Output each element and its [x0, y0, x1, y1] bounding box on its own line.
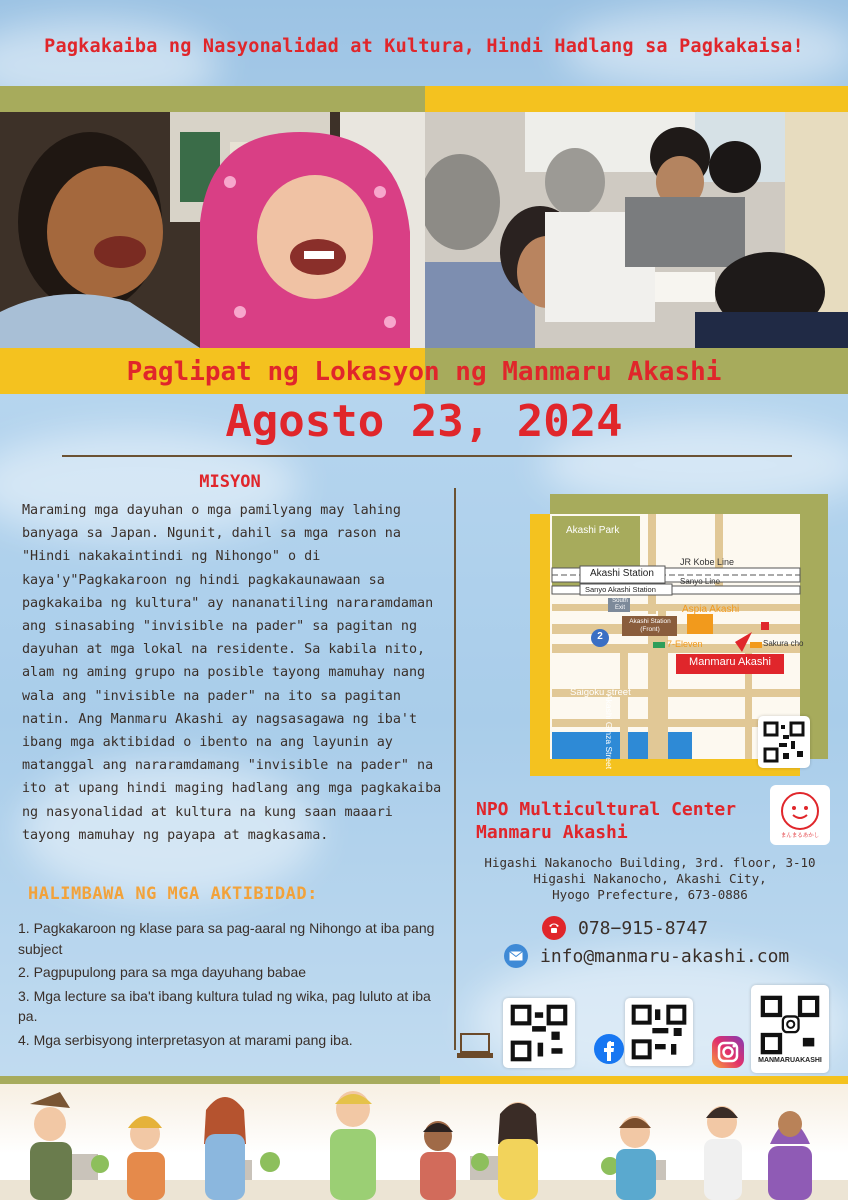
relocation-date: Agosto 23, 2024 [225, 396, 623, 447]
people-illustration [0, 1084, 848, 1200]
route-number: 2 [597, 631, 603, 642]
classroom-photo [425, 112, 848, 348]
facebook-qr-code[interactable] [625, 998, 693, 1066]
mission-body: Maraming mga dayuhan o mga pamilyang may lahing banyaga sa Japan. Ngunit, dahil sa mga rason na "Hindi nakakaintindi ng Nihongo" o di kaya'y"Pagkakaroon ng hindi pagkakaunawaan sa pagkakaiba ng kultura" ay nananatiling nararamdaman ang sinasabing "invisible na pader" sa pagitan ng dayuhan at mga lokal na residente. Sa kabila nito, alam ng aming grupo na posible tayong mamuhay nang wala ang "invisible na pader" na ito sa pagitan natin. Ang Manmaru Akashi ay nagsasagawa ng iba't ibang mga aktibidad o ibento na ang layunin ay matanggal ang nararamdamang "invisible na pader" na ito at upang hindi maging hadlang ang mga pagkakaiba ng nasyonalidad at kultura na kung saan maaari tayong mamuhay ng payapa at magkasama. [22, 503, 442, 843]
map-label-sanyo-station: Sanyo Akashi Station [585, 585, 656, 594]
facebook-icon[interactable] [593, 1033, 625, 1069]
map-qr-code[interactable] [758, 716, 810, 768]
top-bar-olive [0, 86, 425, 112]
map-label-seven: 7-Eleven [667, 639, 703, 649]
map-label-sakura: Sakura cho [763, 639, 804, 648]
activity-item: 1. Pagkakaroon ng klase para sa pag-aaral ng Nihongo at iba pang subject [18, 920, 435, 957]
activities-list [18, 918, 438, 1050]
relocation-title: Paglipat ng Lokasyon ng Manmaru Akashi [126, 357, 722, 387]
instagram-handle: MANMARUAKASHI [758, 1056, 822, 1064]
map-label-manmaru: Manmaru Akashi [689, 656, 771, 668]
mission-title: MISYON [199, 472, 261, 492]
org-address [480, 855, 820, 903]
address-line: Hyogo Prefecture, 673-0886 [552, 887, 748, 902]
email-icon [504, 944, 528, 968]
map-label-aspia: Aspia Akashi [682, 604, 740, 615]
email-address[interactable]: info@manmaru-akashi.com [540, 945, 790, 967]
org-name-line2: Manmaru Akashi [476, 822, 628, 843]
location-map [530, 494, 828, 776]
map-label-saigoku: Saigoku street [570, 687, 631, 698]
instagram-icon[interactable] [711, 1035, 745, 1073]
laptop-icon [455, 1030, 495, 1066]
org-name-line1: NPO Multicultural Center [476, 799, 737, 820]
activity-item: 2. Pagpupulong para sa mga dayuhang babae [18, 964, 307, 980]
divider-horizontal [62, 455, 792, 457]
instagram-qr-code[interactable] [751, 985, 829, 1073]
children-photo [0, 112, 425, 348]
map-label-ginza: Akashi Ginza Street [604, 694, 614, 770]
divider-vertical [454, 488, 456, 1050]
map-label-station-front: Akashi Station (Front) [629, 618, 671, 633]
website-qr-code[interactable] [503, 998, 575, 1068]
top-bar-yellow [425, 86, 848, 112]
address-line: Higashi Nakanocho, Akashi City, [533, 871, 767, 886]
phone-icon [542, 916, 566, 940]
map-label-south-exit: South Exit [612, 598, 628, 611]
org-logo [770, 785, 830, 845]
headline: Pagkakaiba ng Nasyonalidad at Kultura, Hindi Hadlang sa Pagkakaisa! [44, 36, 804, 57]
phone-number[interactable]: 078−915-8747 [578, 917, 709, 939]
map-label-park: Akashi Park [566, 525, 620, 536]
address-line: Higashi Nakanocho Building, 3rd. floor, 3-10 [484, 855, 816, 870]
activity-item: 3. Mga lecture sa iba't ibang kultura tulad ng wika, pag luluto at iba pa. [18, 987, 431, 1024]
phone-row[interactable] [542, 916, 708, 940]
org-name [476, 798, 736, 844]
activities-title: HALIMBAWA NG MGA AKTIBIDAD: [28, 884, 318, 904]
email-row[interactable] [504, 944, 789, 968]
activity-item: 4. Mga serbisyong interpretasyon at marami pang iba. [18, 1031, 353, 1048]
org-logo-text: まんまるあかし [780, 833, 820, 839]
map-label-jr: JR Kobe Line [680, 557, 735, 567]
map-label-station: Akashi Station [590, 568, 654, 579]
map-label-sanyo: Sanyo Line [680, 577, 721, 586]
